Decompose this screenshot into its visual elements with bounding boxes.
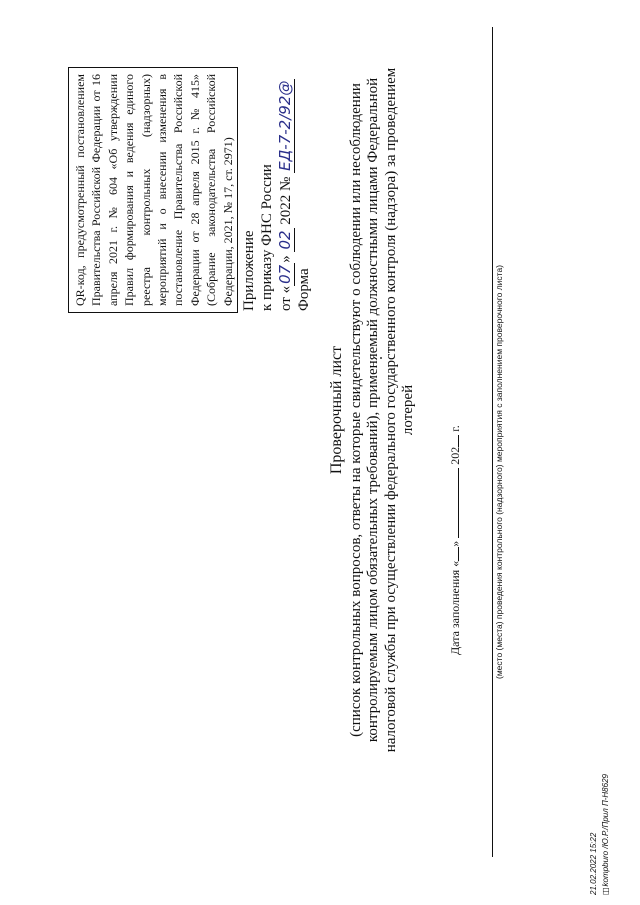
handwritten-month: 02 [276,230,294,250]
day-blank [448,547,459,561]
checklist-title-block [328,65,418,755]
fill-date-close-quote: » [448,540,462,547]
appendix-label: Приложение [241,230,257,311]
handwritten-day: 07 [276,264,294,284]
appendix-order-ref: к приказу ФНС России [259,164,275,311]
stamp-datetime: 21.02.2022 15:22 [589,832,598,895]
appendix-header [240,51,313,311]
user-icon: ◫ [601,887,610,895]
fill-date-line [448,425,463,655]
date-prefix: от « [278,285,294,311]
appendix-order-date-number [276,51,295,311]
year-blank [448,435,459,447]
qr-code-notice-box [68,67,238,313]
checklist-title: Проверочный лист [328,345,345,475]
fill-date-label: Дата заполнения « [448,560,462,655]
form-label: Форма [296,268,312,311]
place-caption: (место (места) проведения контрольного (надзорного) мероприятия с заполнением проверочного листа) [494,264,504,679]
place-underline [492,27,493,857]
handwritten-order-number: ЕД-7-2/92@ [276,80,294,171]
year-prefix: 202 [448,446,462,465]
month-blank [448,468,459,538]
date-close-quote: » [278,255,294,263]
year-g: г. [448,425,462,432]
stamp-user: kompburo /Ю.Р./Прил П-Н8629 [601,774,610,887]
print-stamp [588,774,612,895]
checklist-description: (список контрольных вопросов, ответы на которые свидетельствуют о соблюдении или несоблюдении контролируемым лицом обязательных требований), применяемый должностными лицами Федеральной налоговой службы при осуществлении федерального государственного контроля (надзора) за проведением лотерей [347,67,417,753]
stamp-user-line [600,774,612,895]
qr-code-notice-text: QR-код, предусмотренный постановлением Правительства Российской Федерации от 16 апреля 2021 г. № 604 «Об утверждении Правил формирования и ведения единого реестра контрольных (надзорных) мероприятий и о внесении изменения в постановление Правительства Российской Федерации от 28 апреля 2015 г. № 415» (Собрание законодательства Российской Федерации, 2021, № 17, ст. 2971) [73,74,235,306]
year-and-number-label: 2022 № [278,176,294,225]
